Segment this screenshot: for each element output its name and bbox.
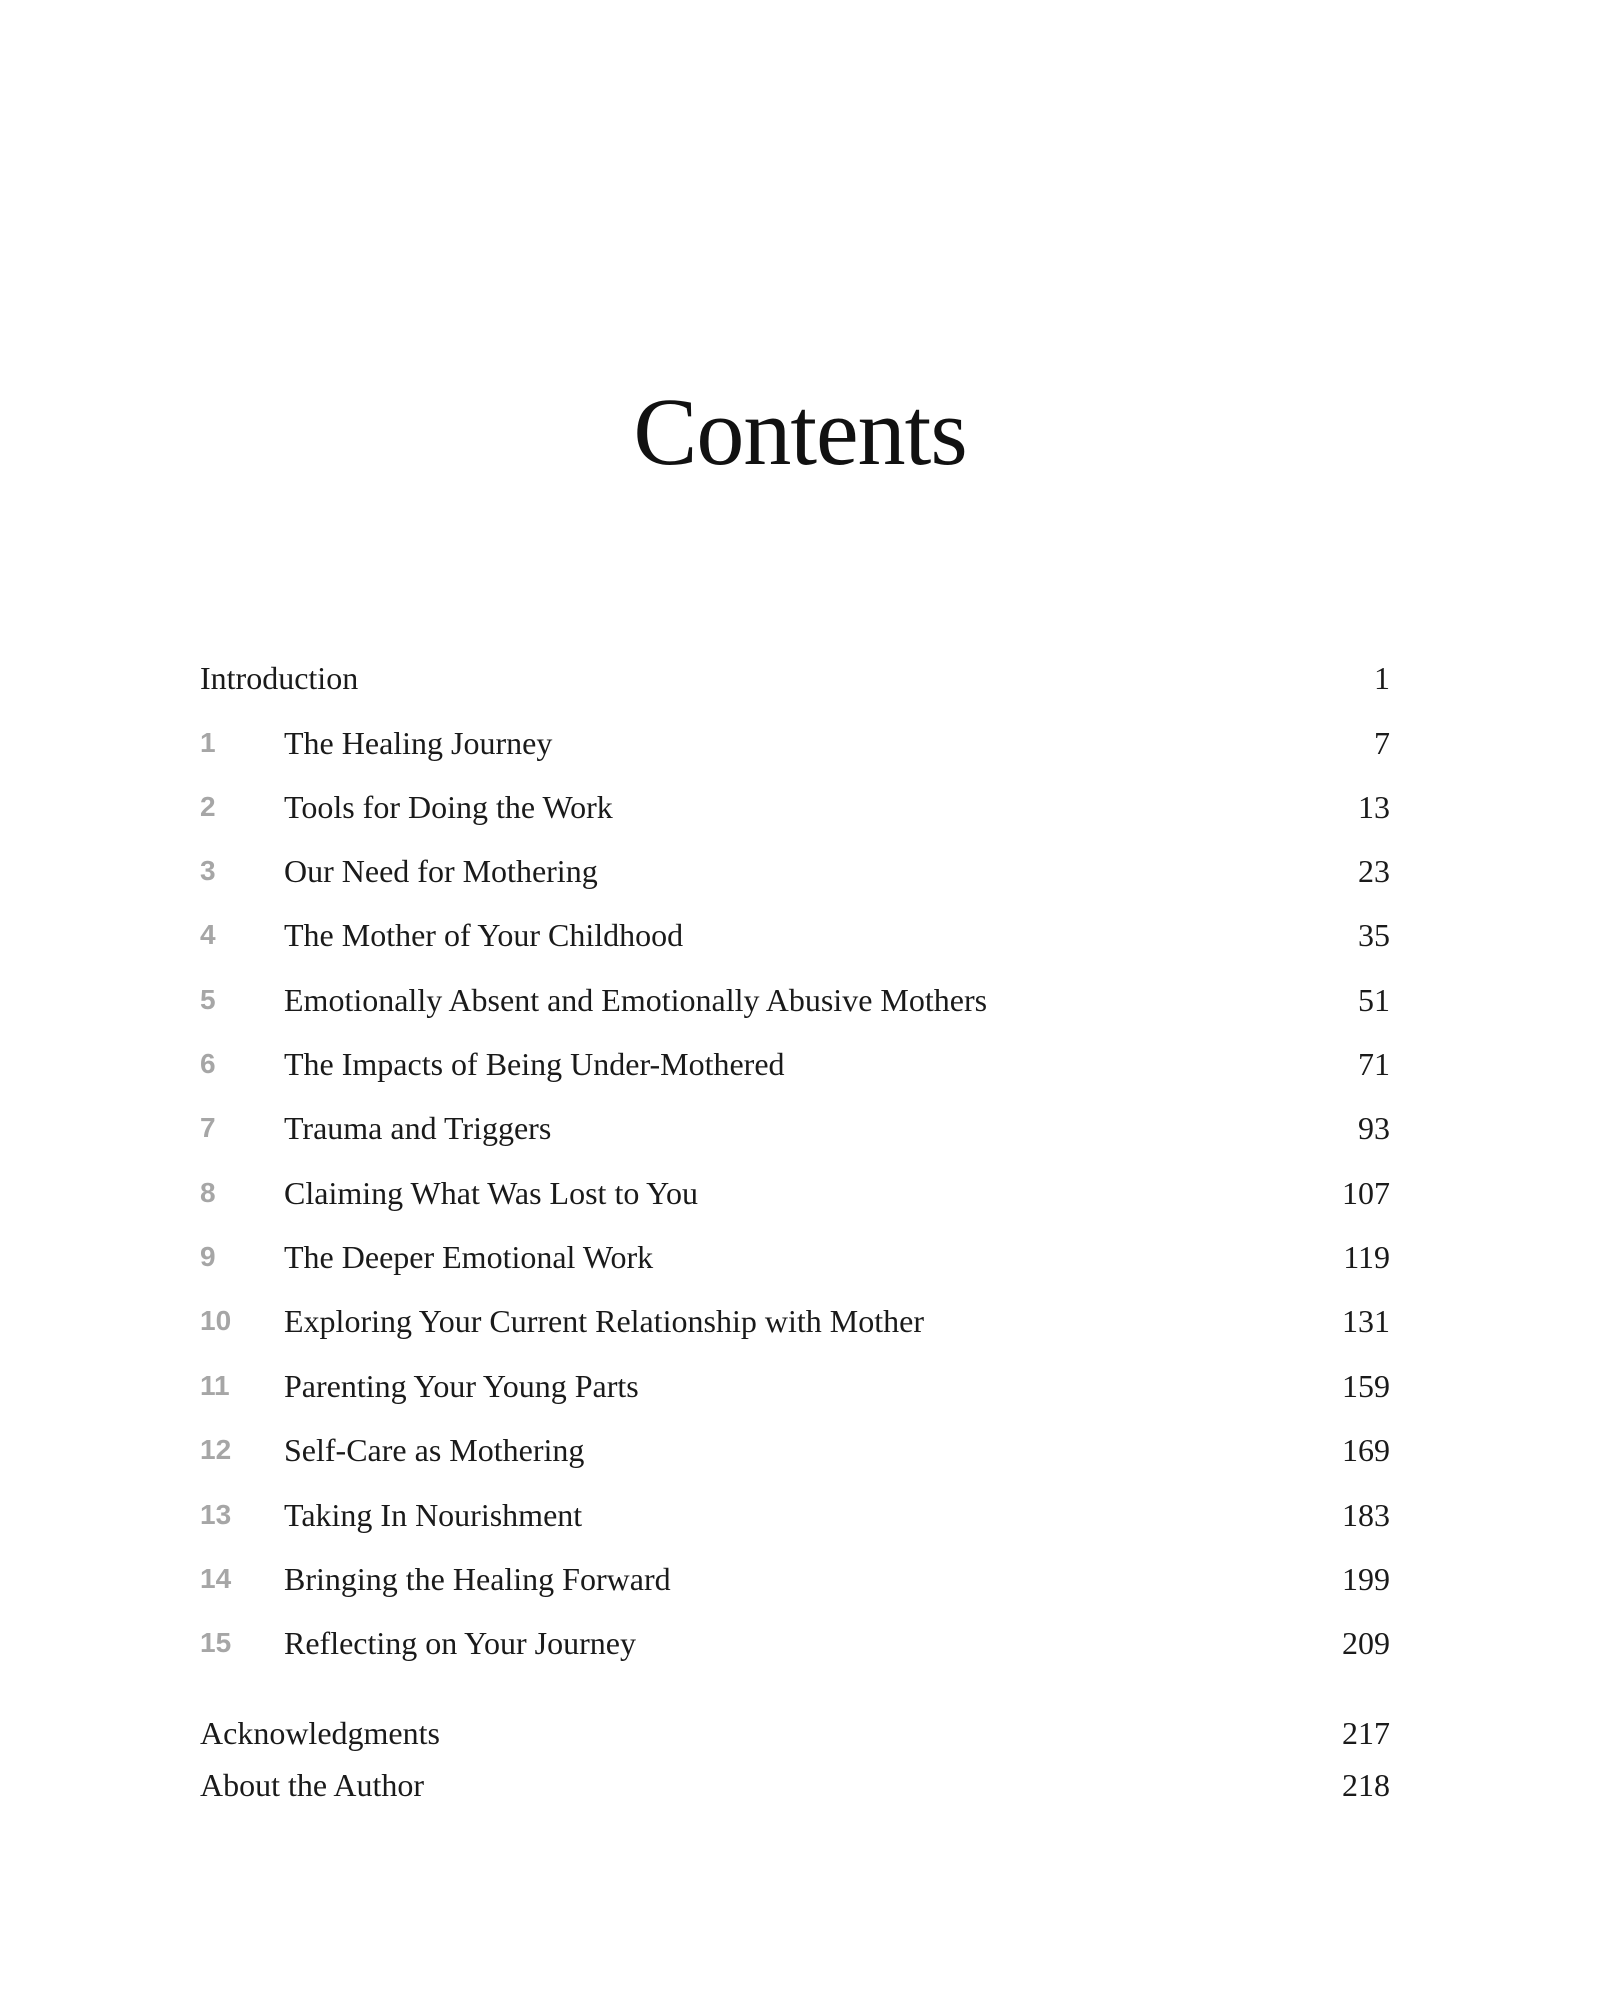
entry-page-number: 199	[1342, 1561, 1390, 1597]
chapter-title: Our Need for Mothering	[284, 853, 598, 889]
chapter-number: 3	[200, 855, 216, 886]
toc-entry-chapter-7[interactable]	[200, 1098, 1390, 1158]
toc-entry-introduction[interactable]	[200, 648, 1390, 708]
chapter-title: Bringing the Healing Forward	[284, 1561, 671, 1597]
toc-entry-chapter-8[interactable]	[200, 1163, 1390, 1223]
entry-page-number: 7	[1374, 725, 1390, 761]
chapter-title: The Deeper Emotional Work	[284, 1239, 654, 1275]
chapter-number: 1	[200, 727, 216, 758]
chapter-title: The Mother of Your Childhood	[284, 917, 684, 953]
entry-page-number: 119	[1343, 1239, 1390, 1275]
chapter-number: 10	[200, 1305, 232, 1336]
chapter-title: Claiming What Was Lost to You	[284, 1175, 699, 1211]
entry-page-number: 183	[1342, 1497, 1390, 1533]
chapter-number: 2	[200, 791, 216, 822]
entry-page-number: 23	[1358, 853, 1390, 889]
toc-entry-chapter-5[interactable]	[200, 970, 1390, 1030]
entry-page-number: 217	[1342, 1715, 1390, 1751]
entry-page-number: 159	[1342, 1368, 1390, 1404]
entry-page-number: 218	[1342, 1767, 1390, 1803]
toc-entry-chapter-10[interactable]	[200, 1291, 1390, 1351]
toc-entry-chapter-6[interactable]	[200, 1034, 1390, 1094]
chapter-title: Exploring Your Current Relationship with Mother	[284, 1303, 924, 1339]
entry-page-number: 13	[1358, 789, 1390, 825]
entry-page-number: 71	[1358, 1046, 1390, 1082]
entry-page-number: 35	[1358, 917, 1390, 953]
page-title: Contents	[633, 378, 967, 485]
entry-page-number: 169	[1342, 1432, 1390, 1468]
toc-entry-chapter-4[interactable]	[200, 905, 1390, 965]
chapter-number: 8	[200, 1177, 216, 1208]
entry-title: Introduction	[200, 660, 359, 696]
table-of-contents	[200, 0, 1390, 2000]
entry-page-number: 93	[1358, 1110, 1390, 1146]
chapter-title: Tools for Doing the Work	[284, 789, 613, 825]
chapter-number: 7	[200, 1112, 216, 1143]
chapter-number: 11	[200, 1370, 230, 1401]
chapter-title: Reflecting on Your Journey	[284, 1625, 636, 1661]
toc-entry-chapter-3[interactable]	[200, 841, 1390, 901]
entry-page-number: 1	[1374, 660, 1390, 696]
chapter-title: Taking In Nourishment	[284, 1497, 583, 1533]
toc-entry-chapter-1[interactable]	[200, 713, 1390, 773]
toc-entry-chapter-15[interactable]	[200, 1613, 1390, 1673]
chapter-title: Parenting Your Young Parts	[284, 1368, 639, 1404]
chapter-number: 9	[200, 1241, 216, 1272]
toc-entry-chapter-2[interactable]	[200, 777, 1390, 837]
chapter-number: 5	[200, 984, 216, 1015]
chapter-title: Trauma and Triggers	[284, 1110, 552, 1146]
toc-entry-chapter-14[interactable]	[200, 1549, 1390, 1609]
toc-entry-chapter-13[interactable]	[200, 1485, 1390, 1545]
chapter-number: 6	[200, 1048, 216, 1079]
entry-title: Acknowledgments	[200, 1715, 440, 1751]
chapter-number: 15	[200, 1627, 232, 1658]
toc-entry-chapter-12[interactable]	[200, 1420, 1390, 1480]
entry-page-number: 51	[1358, 982, 1390, 1018]
entry-page-number: 131	[1342, 1303, 1390, 1339]
chapter-title: The Healing Journey	[284, 725, 553, 761]
toc-entry-about-the-author[interactable]	[200, 1755, 1390, 1815]
chapter-number: 4	[200, 919, 216, 950]
toc-entry-chapter-11[interactable]	[200, 1356, 1390, 1416]
chapter-title: The Impacts of Being Under-Mothered	[284, 1046, 785, 1082]
entry-page-number: 107	[1342, 1175, 1390, 1211]
entry-page-number: 209	[1342, 1625, 1390, 1661]
toc-entry-acknowledgments[interactable]	[200, 1703, 1390, 1763]
chapter-title: Self-Care as Mothering	[284, 1432, 585, 1468]
chapter-number: 13	[200, 1499, 232, 1530]
chapter-number: 14	[200, 1563, 232, 1594]
entry-title: About the Author	[200, 1767, 424, 1803]
chapter-number: 12	[200, 1434, 232, 1465]
chapter-title: Emotionally Absent and Emotionally Abusive Mothers	[284, 982, 988, 1018]
toc-entry-chapter-9[interactable]	[200, 1227, 1390, 1287]
